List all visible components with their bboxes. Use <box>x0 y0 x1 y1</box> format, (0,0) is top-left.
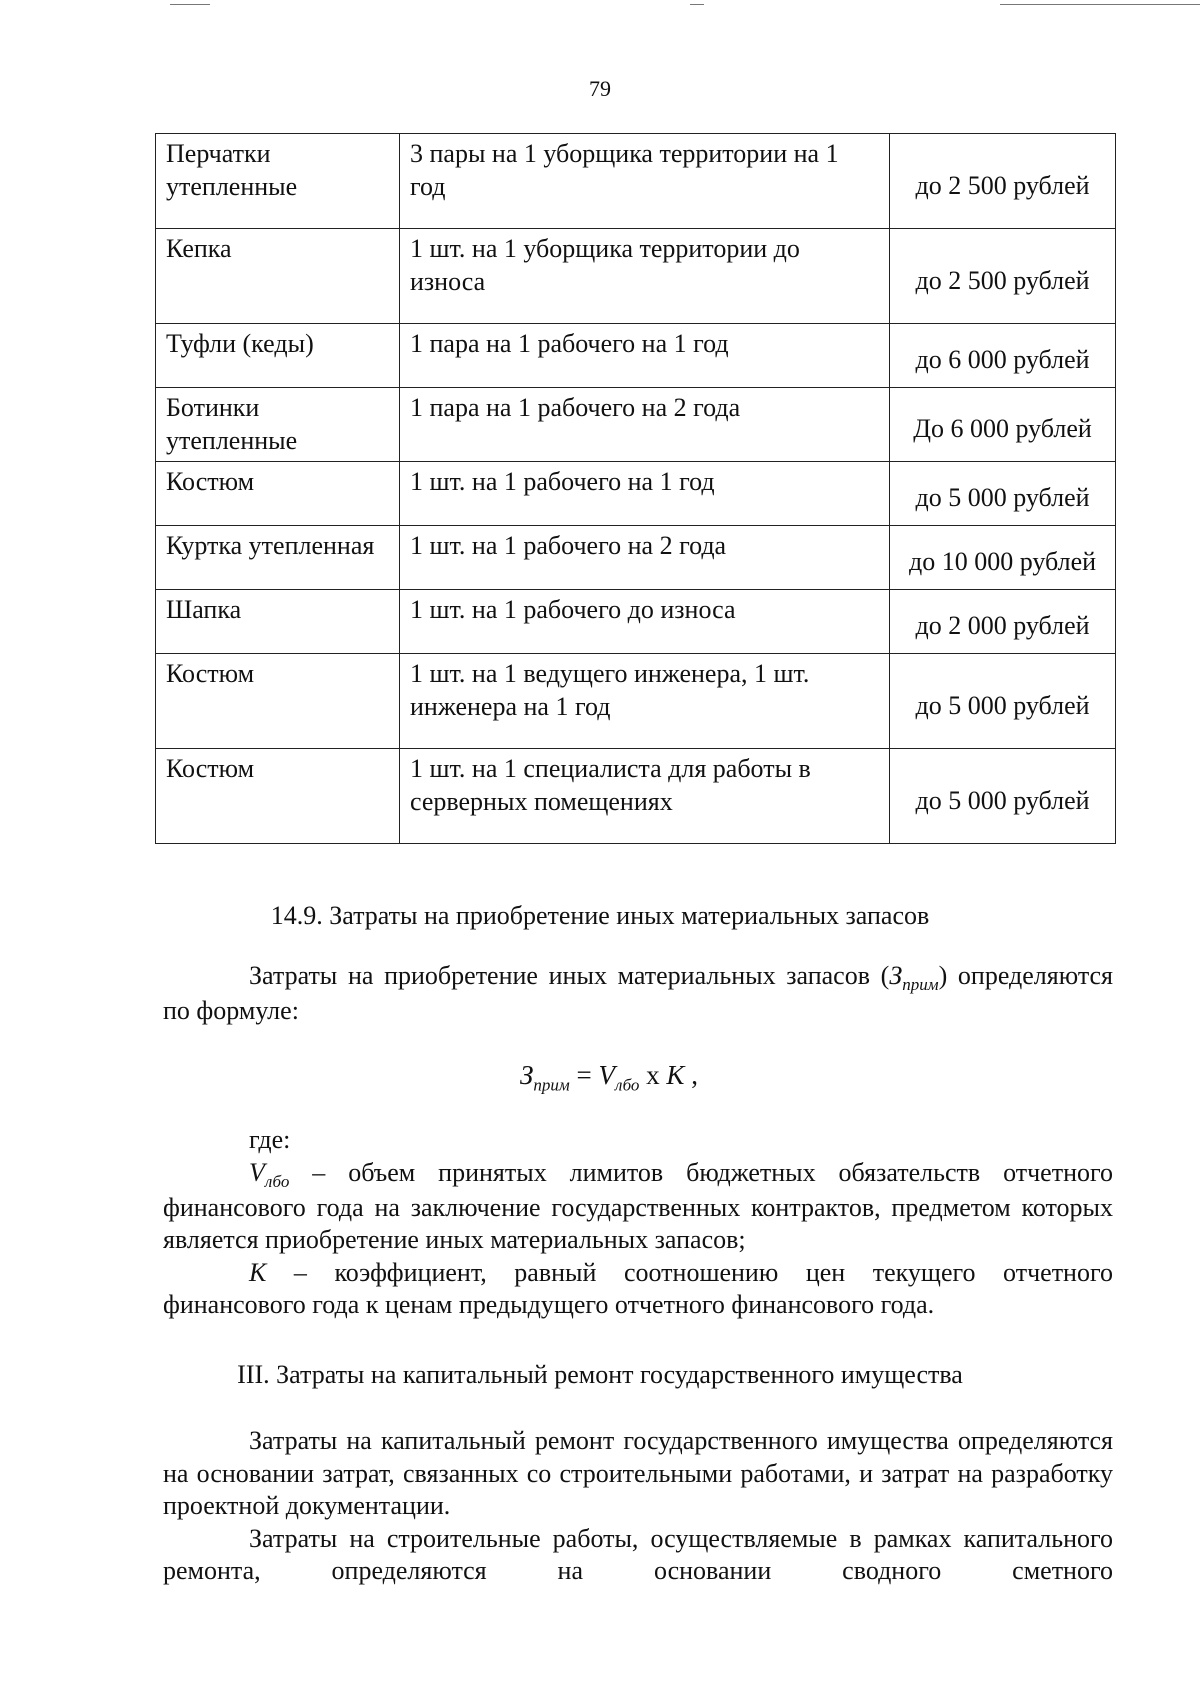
price-cell: до 2 500 рублей <box>890 229 1116 324</box>
paragraph-2: Затраты на строительные работы, осуществляемые в рамках капитального ремонта, определяются на основании сводного сметного <box>163 1523 1113 1585</box>
price-cell: до 5 000 рублей <box>890 462 1116 526</box>
item-cell: Куртка утепленная <box>156 526 400 590</box>
table-row <box>156 654 1116 749</box>
norm-cell: 1 шт. на 1 ведущего инженера, 1 шт. инженера на 1 год <box>400 654 890 749</box>
intro-text: Затраты на приобретение иных материальных запасов ( <box>249 961 890 990</box>
paragraph-1: Затраты на капитальный ремонт государственного имущества определяются на основании затрат, связанных со строительными работами, и затрат на разработку проектной документации. <box>163 1426 1113 1520</box>
table-row <box>156 590 1116 654</box>
symbol-z-prim: $З_{прим}$ <box>889 961 939 995</box>
item-cell: Кепка <box>156 229 400 324</box>
page-number: 79 <box>589 76 611 101</box>
norms-table <box>155 133 1116 844</box>
item-cell: Костюм <box>156 654 400 749</box>
definition-v: $V_{лбо}$ – объем принятых лимитов бюджетных обязательств отчетного финансового года на заключение государственных контрактов, предметом которых является приобретение иных материальных запасов; <box>163 1157 1113 1255</box>
top-edge-mark <box>690 4 704 5</box>
table-row <box>156 462 1116 526</box>
definitions <box>163 1124 1113 1322</box>
norm-cell: 1 пара на 1 рабочего на 2 года <box>400 388 890 462</box>
capital-repair-text <box>163 1425 1113 1588</box>
price-cell: до 2 500 рублей <box>890 134 1116 229</box>
price-cell: до 5 000 рублей <box>890 749 1116 844</box>
table-row <box>156 229 1116 324</box>
norm-cell: 1 шт. на 1 уборщика территории до износа <box>400 229 890 324</box>
price-cell: до 6 000 рублей <box>890 324 1116 388</box>
table-row <box>156 324 1116 388</box>
item-cell: Костюм <box>156 462 400 526</box>
intro-text-end: ) определяются по формуле: <box>163 961 1113 1026</box>
price-cell: До 6 000 рублей <box>890 388 1116 462</box>
price-cell: до 2 000 рублей <box>890 590 1116 654</box>
section-heading-14-9: 14.9. Затраты на приобретение иных материальных запасов <box>270 901 930 930</box>
table-row <box>156 388 1116 462</box>
norm-cell: 1 шт. на 1 рабочего до износа <box>400 590 890 654</box>
table-row <box>156 526 1116 590</box>
table-row <box>156 749 1116 844</box>
formula-intro <box>163 960 1113 1028</box>
where-label: где: <box>249 1125 291 1154</box>
norm-cell: 1 шт. на 1 специалиста для работы в серверных помещениях <box>400 749 890 844</box>
price-cell: до 10 000 рублей <box>890 526 1116 590</box>
norm-cell: 1 шт. на 1 рабочего на 2 года <box>400 526 890 590</box>
definition-k: K – коэффициент, равный соотношению цен текущего отчетного финансового года к ценам предыдущего отчетного финансового года. <box>163 1257 1113 1320</box>
top-edge-mark <box>1000 4 1200 5</box>
item-cell: Перчатки утепленные <box>156 134 400 229</box>
workwear-table <box>155 133 1115 844</box>
symbol-k: K <box>249 1257 267 1287</box>
item-cell: Шапка <box>156 590 400 654</box>
top-edge-mark <box>170 4 210 5</box>
formula: $З_{прим} = V_{лбо}$ x K , <box>520 1060 698 1095</box>
norm-cell: 1 шт. на 1 рабочего на 1 год <box>400 462 890 526</box>
norm-cell: 1 пара на 1 рабочего на 1 год <box>400 324 890 388</box>
price-cell: до 5 000 рублей <box>890 654 1116 749</box>
item-cell: Костюм <box>156 749 400 844</box>
section-heading-3: III. Затраты на капитальный ремонт государственного имущества <box>237 1360 963 1389</box>
item-cell: Туфли (кеды) <box>156 324 400 388</box>
norm-cell: 3 пары на 1 уборщика территории на 1 год <box>400 134 890 229</box>
table-row <box>156 134 1116 229</box>
symbol-v-lbo: $V_{лбо}$ <box>249 1157 290 1191</box>
item-cell: Ботинки утепленные <box>156 388 400 462</box>
